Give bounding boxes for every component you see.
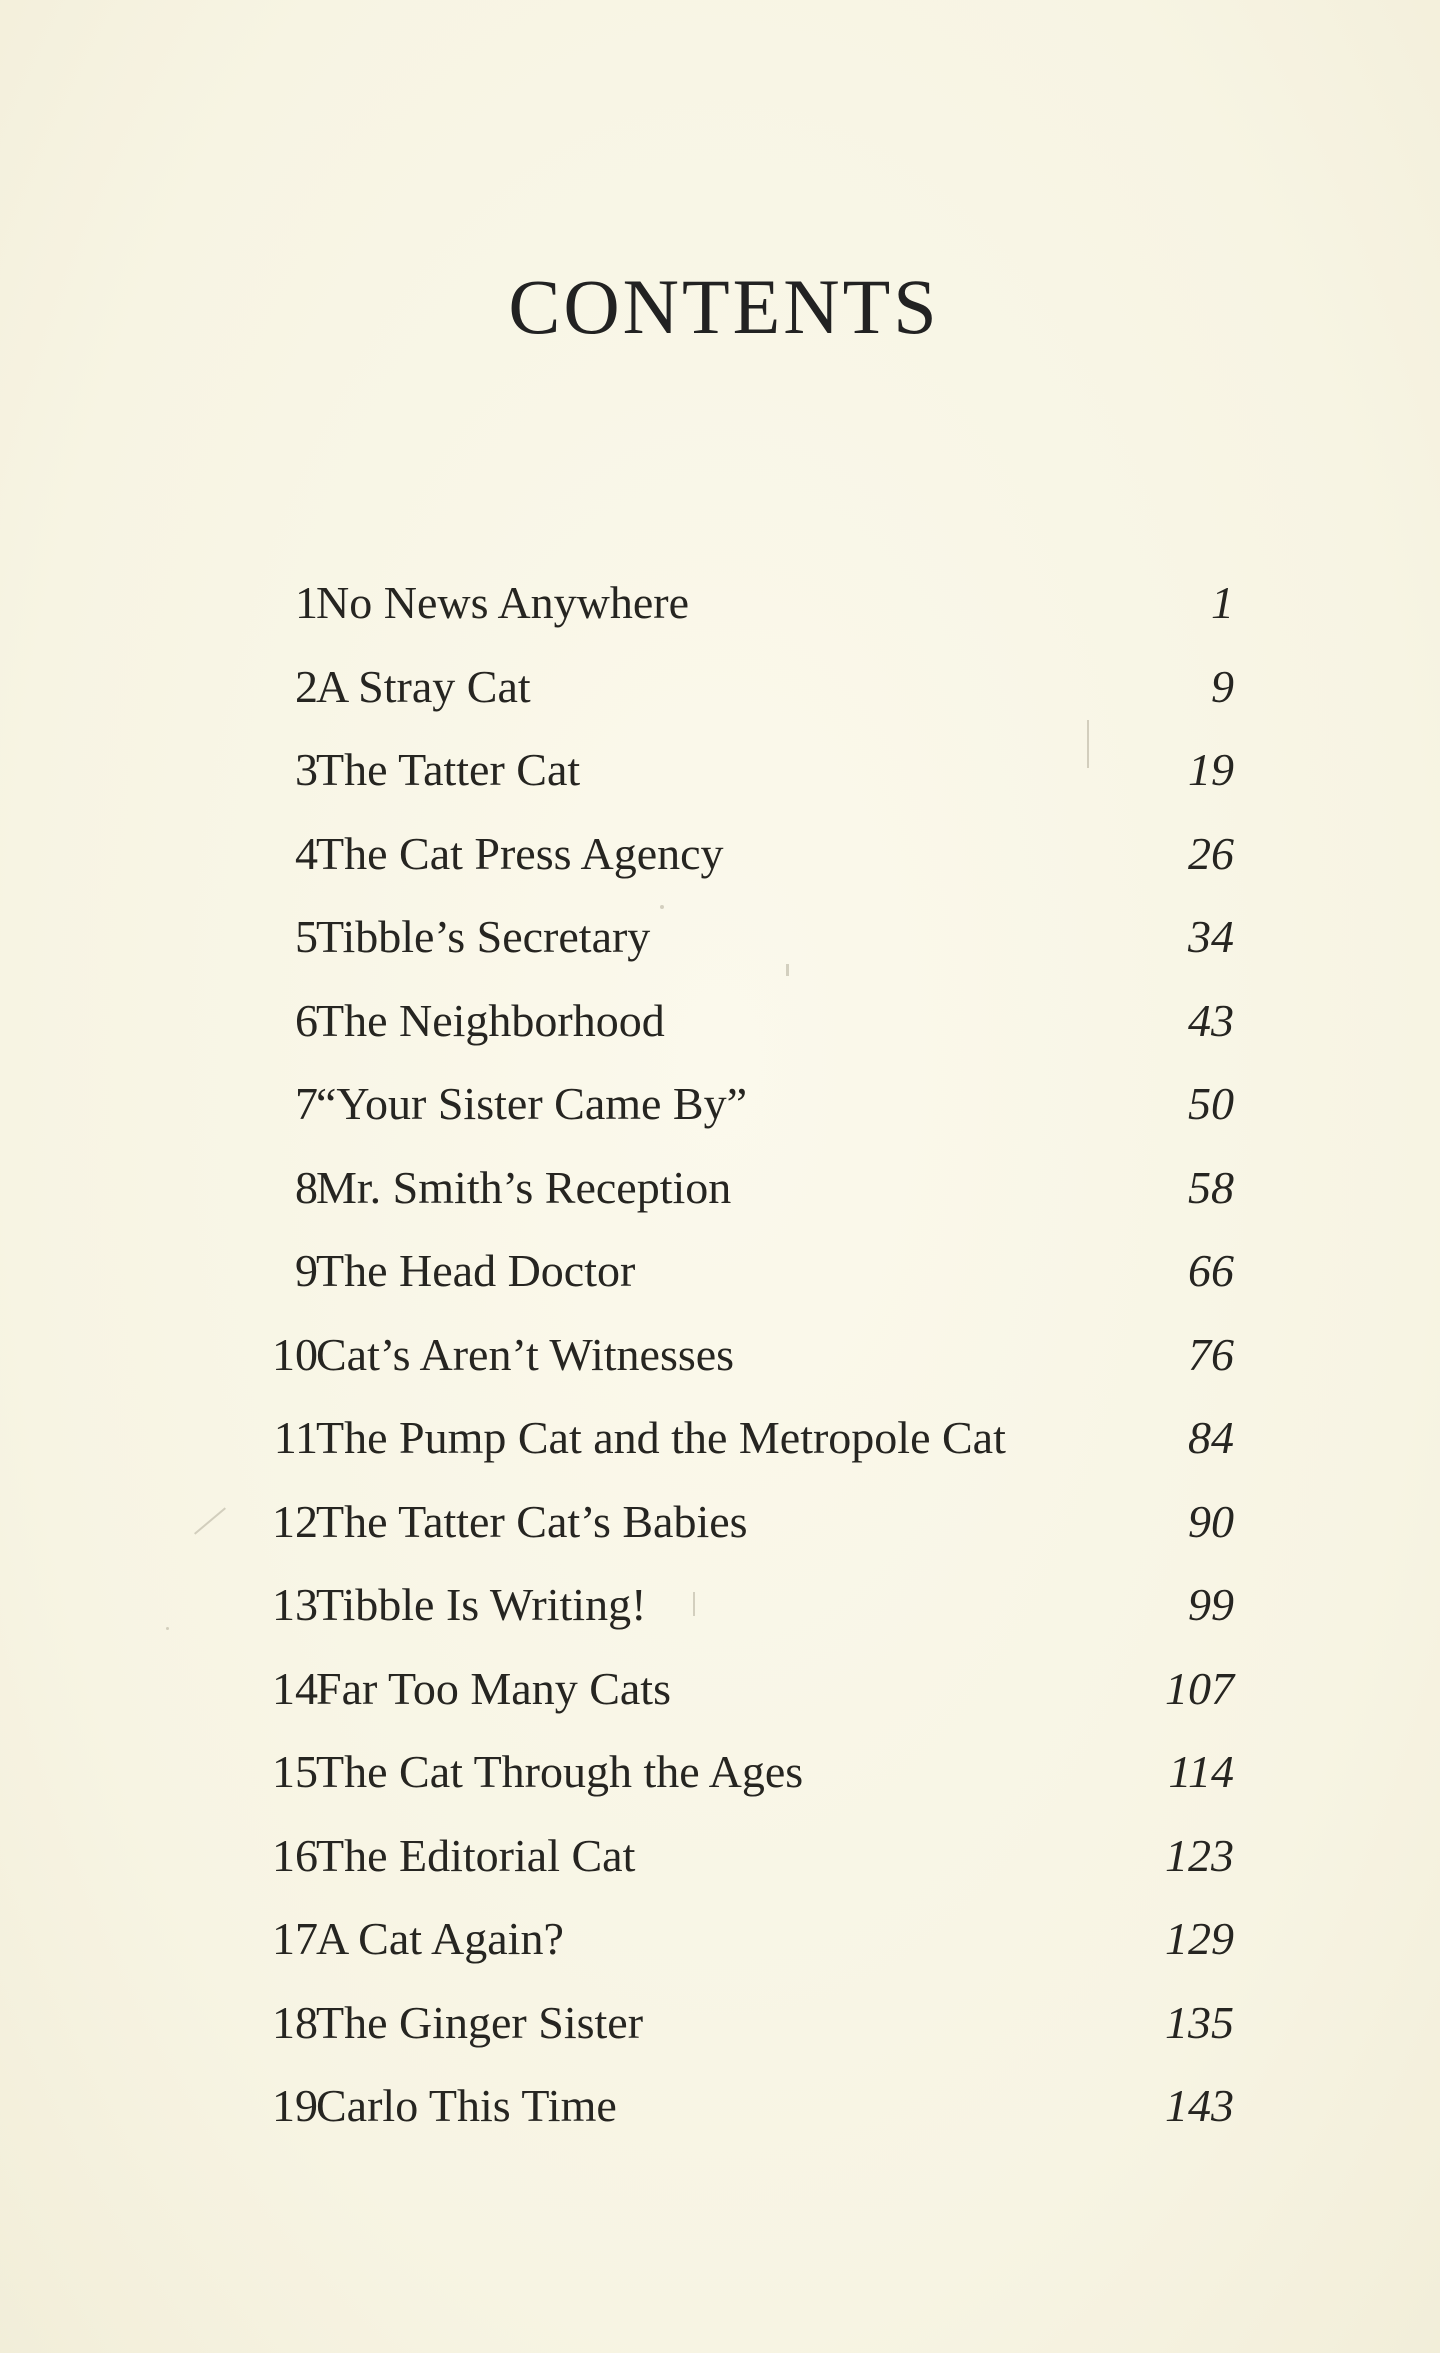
chapter-title: “Your Sister Came By” (316, 1078, 748, 1129)
chapter-number: 5 (295, 911, 318, 962)
chapter-title: The Tatter Cat’s Babies (316, 1495, 748, 1547)
chapter-title: Far Too Many Cats (316, 1662, 671, 1714)
toc-entry[interactable] (200, 1153, 1240, 1237)
page-number: 66 (1188, 1245, 1234, 1296)
paper-speck (166, 1627, 169, 1630)
chapter-number: 16 (272, 1829, 318, 1881)
toc-entry[interactable] (200, 652, 1240, 736)
toc-entry[interactable] (200, 902, 1240, 986)
chapter-number: 2 (295, 660, 318, 712)
toc-entry[interactable] (200, 819, 1240, 903)
chapter-title: A Stray Cat (316, 660, 531, 712)
page-number: 129 (1165, 1913, 1234, 1964)
page-number: 84 (1188, 1412, 1234, 1463)
page-number: 43 (1188, 994, 1234, 1046)
chapter-title: Tibble’s Secretary (316, 911, 651, 962)
chapter-title: Carlo This Time (316, 2080, 617, 2131)
chapter-number: 4 (295, 827, 318, 879)
chapter-number: 17 (272, 1913, 318, 1964)
chapter-number: 3 (295, 744, 318, 795)
chapter-number: 8 (295, 1161, 318, 1213)
page-number: 114 (1168, 1746, 1234, 1797)
toc-entry[interactable] (200, 1487, 1240, 1571)
toc-entry[interactable] (200, 1403, 1240, 1487)
chapter-number: 13 (272, 1579, 318, 1630)
page-number: 90 (1188, 1495, 1234, 1547)
chapter-number: 19 (272, 2080, 318, 2131)
toc-entry[interactable] (200, 986, 1240, 1070)
chapter-number: 1 (295, 577, 318, 628)
page-number: 107 (1165, 1662, 1234, 1714)
toc-entry[interactable] (200, 1988, 1240, 2072)
toc-entry[interactable] (200, 1821, 1240, 1905)
page-number: 99 (1188, 1579, 1234, 1630)
chapter-title: Mr. Smith’s Reception (316, 1161, 732, 1213)
toc-entry[interactable] (200, 1320, 1240, 1404)
page-number: 123 (1165, 1829, 1234, 1881)
page-number: 135 (1165, 1996, 1234, 2048)
page-number: 76 (1188, 1328, 1234, 1380)
page-number: 1 (1211, 577, 1234, 628)
page-title: CONTENTS (508, 263, 940, 350)
toc-entry[interactable] (200, 735, 1240, 819)
chapter-title: The Tatter Cat (316, 744, 581, 795)
toc-entry[interactable] (200, 1737, 1240, 1821)
page-number: 9 (1211, 660, 1234, 712)
toc-entry[interactable] (200, 2071, 1240, 2155)
page-number: 19 (1188, 744, 1234, 795)
chapter-number: 14 (272, 1662, 318, 1714)
page-number: 58 (1188, 1161, 1234, 1213)
chapter-title: A Cat Again? (316, 1913, 564, 1964)
chapter-title: Cat’s Aren’t Witnesses (316, 1328, 735, 1380)
chapter-title: The Ginger Sister (316, 1996, 644, 2048)
toc-entry[interactable] (200, 568, 1240, 652)
chapter-title: The Head Doctor (316, 1245, 636, 1296)
toc-entry[interactable] (200, 1069, 1240, 1153)
chapter-title: The Cat Press Agency (316, 827, 724, 879)
chapter-number: 12 (272, 1495, 318, 1547)
chapter-number: 6 (295, 994, 318, 1046)
page-number: 50 (1188, 1078, 1234, 1129)
toc-entry[interactable] (200, 1904, 1240, 1988)
chapter-title: No News Anywhere (316, 577, 690, 628)
chapter-title: The Cat Through the Ages (316, 1746, 804, 1797)
chapter-title: The Neighborhood (316, 994, 665, 1046)
chapter-number: 15 (272, 1746, 318, 1797)
chapter-title: Tibble Is Writing! (316, 1579, 647, 1630)
table-of-contents (200, 568, 1240, 2155)
chapter-number: 11 (273, 1412, 318, 1463)
chapter-number: 18 (272, 1996, 318, 2048)
chapter-number: 9 (295, 1245, 318, 1296)
page-number: 26 (1188, 827, 1234, 879)
page-number: 143 (1165, 2080, 1234, 2131)
chapter-title: The Editorial Cat (316, 1829, 636, 1881)
toc-entry[interactable] (200, 1654, 1240, 1738)
chapter-number: 10 (272, 1328, 318, 1380)
chapter-number: 7 (295, 1078, 318, 1129)
page-number: 34 (1188, 911, 1234, 962)
toc-entry[interactable] (200, 1236, 1240, 1320)
chapter-title: The Pump Cat and the Metropole Cat (316, 1412, 1006, 1463)
toc-entry[interactable] (200, 1570, 1240, 1654)
